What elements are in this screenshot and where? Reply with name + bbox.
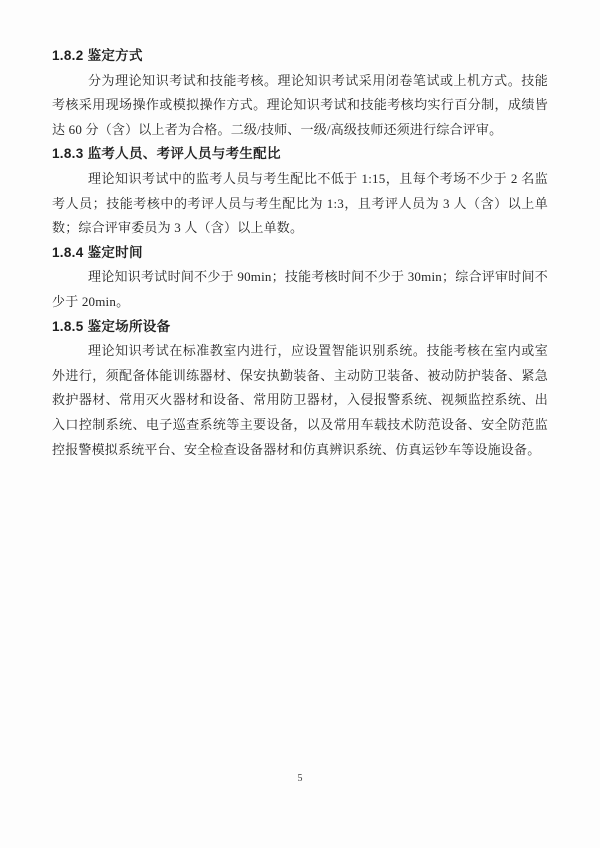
section-1-8-4 — [52, 241, 548, 315]
document-content — [52, 44, 548, 462]
page-number: 5 — [297, 773, 303, 784]
section-paragraph: 理论知识考试时间不少于 90min；技能考核时间不少于 30min；综合评审时间不少于 20min。 — [52, 269, 548, 309]
section-paragraph: 分为理论知识考试和技能考核。理论知识考试采用闭卷笔试或上机方式。技能考核采用现场操作或模拟操作方式。理论知识考试和技能考核均实行百分制，成绩皆达 60 分（含）以上者为合格。二级/技师、一级/高级技师还须进行综合评审。 — [52, 72, 548, 137]
section-heading-1-8-3: 1.8.3 监考人员、考评人员与考生配比 — [52, 146, 281, 162]
section-heading-1-8-2: 1.8.2 鉴定方式 — [52, 48, 143, 63]
section-paragraph: 理论知识考试在标准教室内进行，应设置智能识别系统。技能考核在室内或室外进行，须配备体能训练器材、保安执勤装备、主动防卫装备、被动防护装备、紧急救护器材、常用灭火器材和设备、常用防卫器材，入侵报警系统、视频监控系统、出入口控制系统、电子巡查系统等主要设备，以及常用车载技术防范设备、安全防范监控报警模拟系统平台、安全检查设备器材和仿真辨识系统、仿真运钞车等设施设备。 — [52, 343, 548, 457]
section-heading-1-8-4: 1.8.4 鉴定时间 — [52, 244, 143, 260]
section-1-8-3 — [52, 142, 548, 240]
section-heading-1-8-5: 1.8.5 鉴定场所设备 — [52, 318, 171, 334]
section-1-8-5 — [52, 315, 548, 463]
section-paragraph: 理论知识考试中的监考人员与考生配比不低于 1:15，且每个考场不少于 2 名监考人员；技能考核中的考评人员与考生配比为 1:3，且考评人员为 3 人（含）以上单数；综合评审委员为 3 人（含）以上单数。 — [52, 170, 548, 236]
section-1-8-2 — [52, 44, 548, 142]
